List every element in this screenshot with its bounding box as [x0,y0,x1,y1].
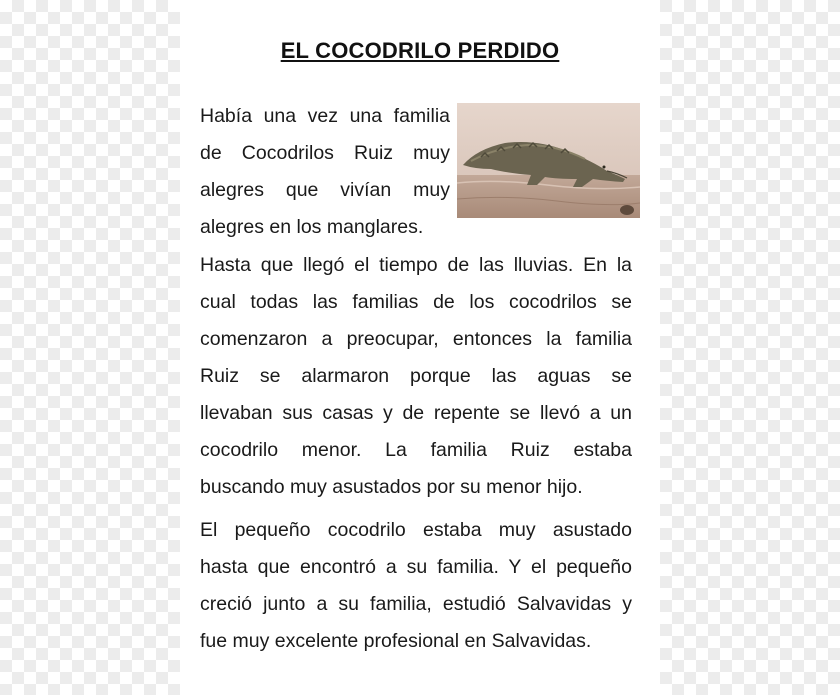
document-title: EL COCODRILO PERDIDO [280,38,560,63]
paragraph-line: llevaban sus casas y de repente se llevó a un [200,402,632,424]
paragraph-line: El pequeño cocodrilo estaba muy asustado [200,519,632,541]
paragraph-line: Ruiz se alarmaron porque las aguas se [200,365,632,387]
crocodile-photo [457,103,640,218]
paragraph-line: cocodrilo menor. La familia Ruiz estaba [200,439,632,461]
paragraph-2 [200,247,632,506]
paragraph-line: alegres en los manglares. [200,216,424,238]
paragraph-line: fue muy excelente profesional en Salvavidas. [200,630,592,652]
paragraph-3 [200,512,632,660]
document-page [180,0,660,695]
paragraph-line: cual todas las familias de los cocodrilos se [200,291,632,313]
paragraph-line: hasta que encontró a su familia. Y el pequeño [200,556,632,578]
paragraph-line: comenzaron a preocupar, entonces la familia [200,328,632,350]
paragraph-line: de Cocodrilos Ruiz muy [200,142,450,164]
paragraph-line: Había una vez una familia [200,105,450,127]
paragraph-line: buscando muy asustados por su menor hijo. [200,476,583,498]
paragraph-line: Hasta que llegó el tiempo de las lluvias. En la [200,254,632,276]
paragraph-1 [200,98,450,246]
paragraph-line: alegres que vivían muy [200,179,450,201]
paragraph-line: creció junto a su familia, estudió Salvavidas y [200,593,632,615]
